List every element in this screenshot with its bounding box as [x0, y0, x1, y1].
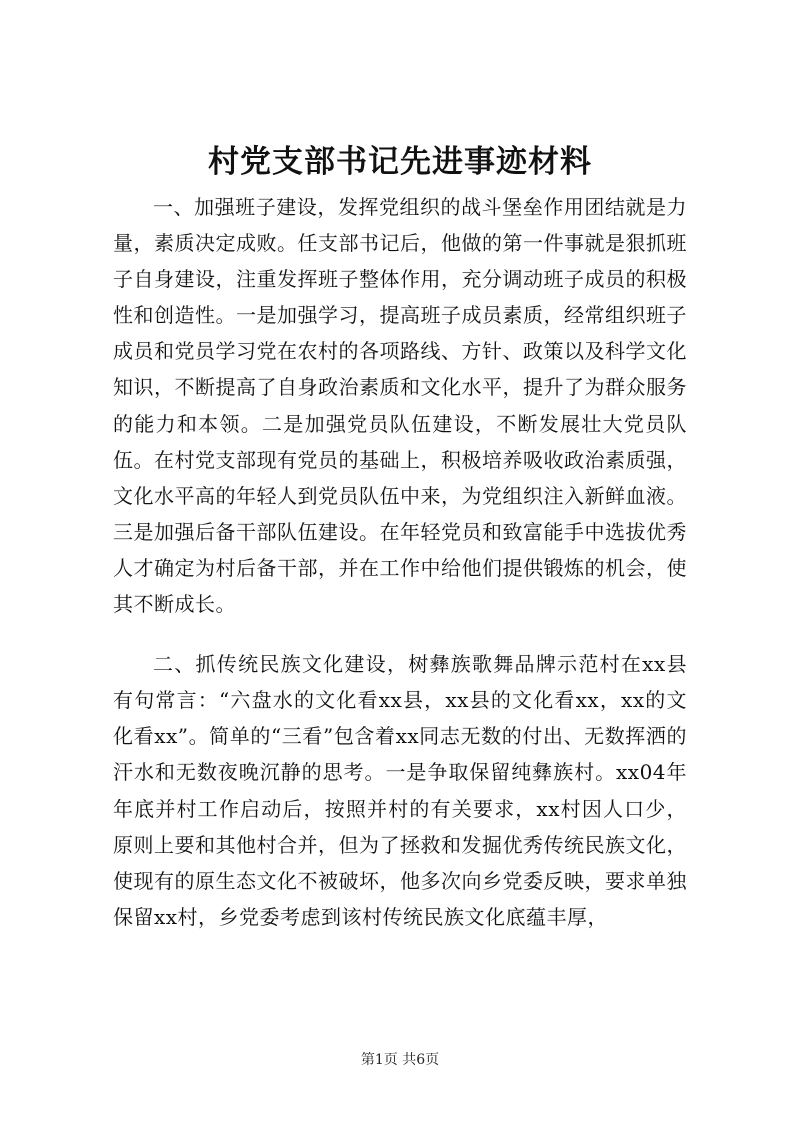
page-number-indicator: 第1页 共6页: [360, 1052, 440, 1068]
paragraph-1: 一、加强班子建设，发挥党组织的战斗堡垒作用团结就是力量，素质决定成败。任支部书记后，他做的第一件事就是狠抓班子自身建设，注重发挥班子整体作用，充分调动班子成员的积极性和创造性。一是加强学习，提高班子成员素质，经常组织班子成员和党员学习党在农村的各项路线、方针、政策以及科学文化知识，不断提高了自身政治素质和文化水平，提升了为群众服务的能力和本领。二是加强党员队伍建设，不断发展壮大党员队伍。在村党支部现有党员的基础上，积极培养吸收政治素质强，文化水平高的年轻人到党员队伍中来，为党组织注入新鲜血液。三是加强后备干部队伍建设。在年轻党员和致富能手中选拔优秀人才确定为村后备干部，并在工作中给他们提供锻炼的机会，使其不断成长。: [113, 195, 687, 617]
document-title: 村党支部书记先进事迹材料: [208, 144, 592, 180]
page-footer: [0, 1050, 800, 1070]
document-body: [113, 189, 687, 935]
paragraph-2: 二、抓传统民族文化建设，树彝族歌舞品牌示范村在xx县有句常言：“六盘水的文化看xx县，xx县的文化看xx，xx的文化看xx”。简单的“三看”包含着xx同志无数的付出、无数挥洒的汗水和无数夜晚沉静的思考。一是争取保留纯彝族村。xx04年年底并村工作启动后，按照并村的有关要求，xx村因人口少，原则上要和其他村合并，但为了拯救和发掘优秀传统民族文化，使现有的原生态文化不被破坏，他多次向乡党委反映，要求单独保留xx村，乡党委考虑到该村传统民族文化底蕴丰厚，: [113, 652, 687, 929]
